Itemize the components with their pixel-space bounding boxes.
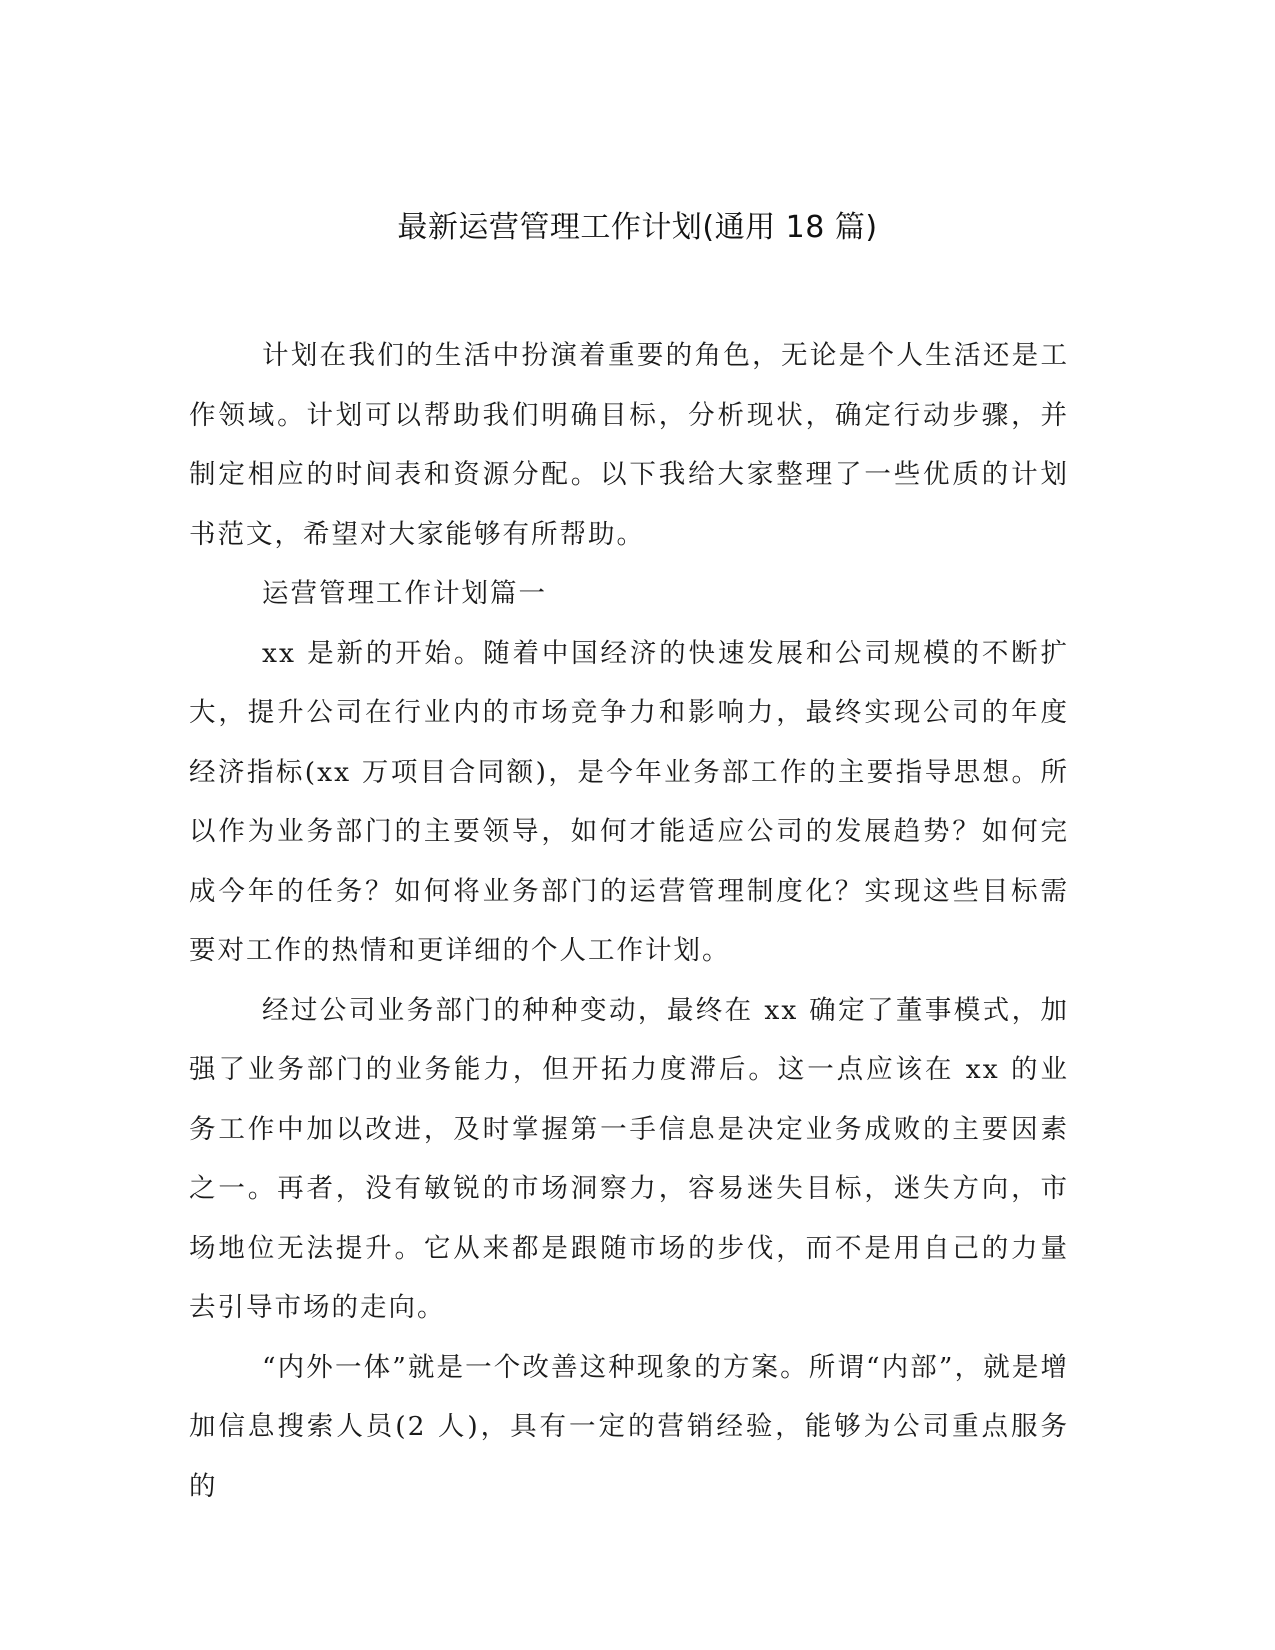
section-heading: 运营管理工作计划篇一 [262,578,547,609]
paragraph: “内外一体”就是一个改善这种现象的方案。所谓“内部”，就是增加信息搜索人员(2 人)，具有一定的营销经验，能够为公司重点服务的 [189,1351,1069,1502]
document-title: 最新运营管理工作计划(通用 18 篇) [397,210,878,245]
paragraph: 经过公司业务部门的种种变动，最终在 xx 确定了董事模式，加强了业务部门的业务能力，但开拓力度滞后。这一点应该在 xx 的业务工作中加以改进，及时掌握第一手信息是决定业务成败的主要因素之一。再者，没有敏锐的市场洞察力，容易迷失目标，迷失方向，市场地位无法提升。它从来都是跟随市场的步伐，而不是用自己的力量去引导市场的走向。 [189,994,1069,1323]
document-body [189,326,1069,1516]
paragraph: xx 是新的开始。随着中国经济的快速发展和公司规模的不断扩大，提升公司在行业内的市场竞争力和影响力，最终实现公司的年度经济指标(xx 万项目合同额)，是今年业务部工作的主要指导思想。所以作为业务部门的主要领导，如何才能适应公司的发展趋势？如何完成今年的任务？如何将业务部门的运营管理制度化？实现这些目标需要对工作的热情和更详细的个人工作计划。 [189,637,1069,966]
paragraph-intro: 计划在我们的生活中扮演着重要的角色，无论是个人生活还是工作领域。计划可以帮助我们明确目标，分析现状，确定行动步骤，并制定相应的时间表和资源分配。以下我给大家整理了一些优质的计划书范文，希望对大家能够有所帮助。 [189,340,1069,550]
